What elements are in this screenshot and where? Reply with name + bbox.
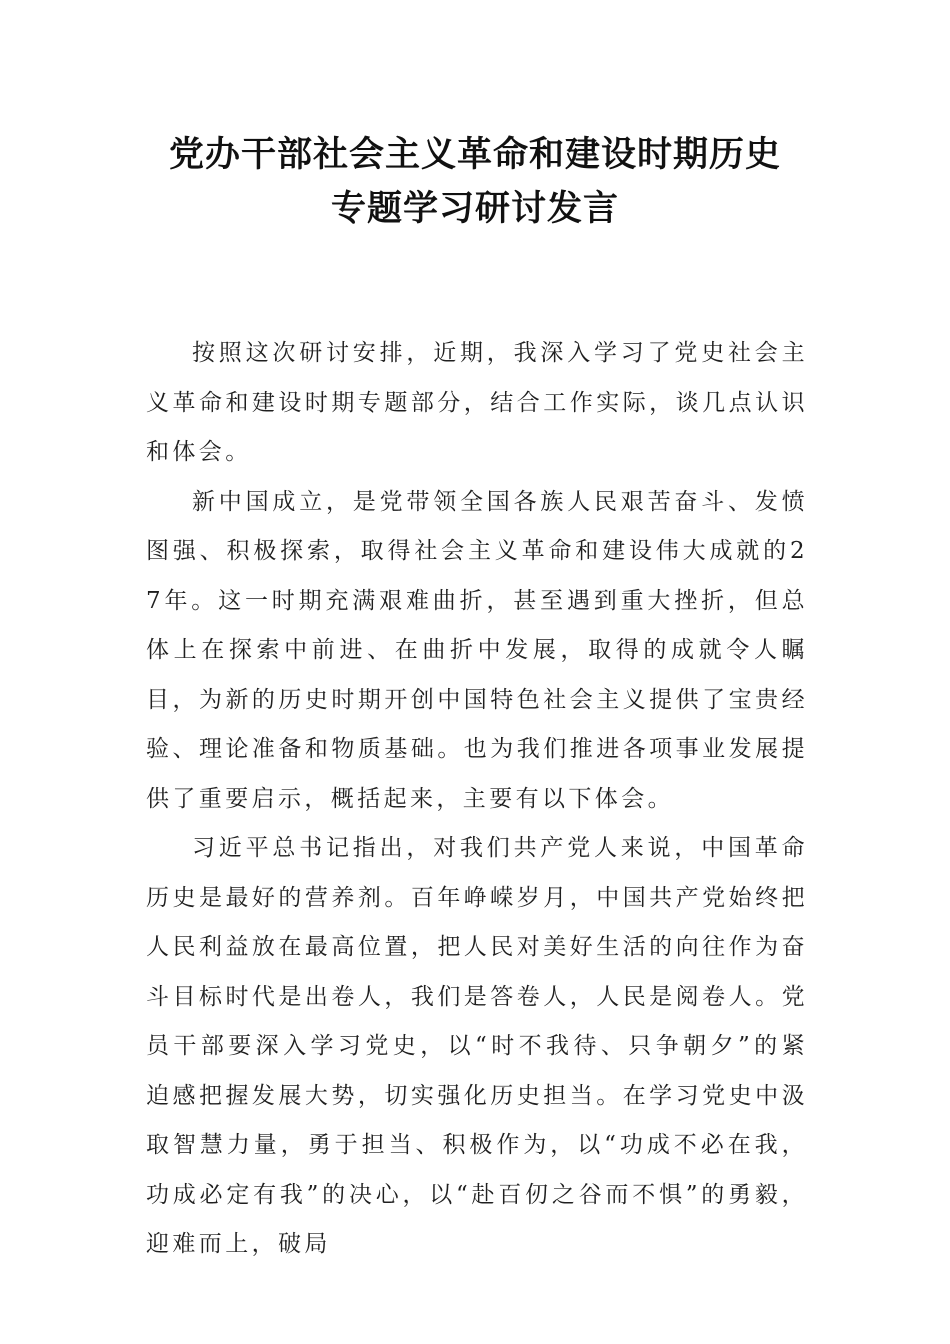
document-title (0, 128, 950, 236)
paragraph-history: 新中国成立，是党带领全国各族人民艰苦奋斗、发愤图强、积极探索，取得社会主义革命和建设伟大成就的27年。这一时期充满艰难曲折，甚至遇到重大挫折，但总体上在探索中前进、在曲折中发展，取得的成就令人瞩目，为新的历史时期开创中国特色社会主义提供了宝贵经验、理论准备和物质基础。也为我们推进各项事业发展提供了重要启示，概括起来，主要有以下体会。 (146, 488, 808, 812)
paragraph-intro: 按照这次研讨安排，近期，我深入学习了党史社会主义革命和建设时期专题部分，结合工作实际，谈几点认识和体会。 (146, 340, 808, 465)
document-body (146, 329, 808, 1270)
title-line-1: 党办干部社会主义革命和建设时期历史 (168, 135, 781, 175)
paragraph-reflection: 习近平总书记指出，对我们共产党人来说，中国革命历史是最好的营养剂。百年峥嵘岁月，中国共产党始终把人民利益放在最高位置，把人民对美好生活的向往作为奋斗目标时代是出卷人，我们是答卷人，人民是阅卷人。党员干部要深入学习党史，以“时不我待、只争朝夕”的紧迫感把握发展大势，切实强化历史担当。在学习党史中汲取智慧力量，勇于担当、积极作为，以“功成不必在我，功成必定有我”的决心，以“赴百仞之谷而不惧”的勇毅，迎难而上，破局 (146, 835, 808, 1257)
title-line-2: 专题学习研讨发言 (330, 189, 619, 229)
